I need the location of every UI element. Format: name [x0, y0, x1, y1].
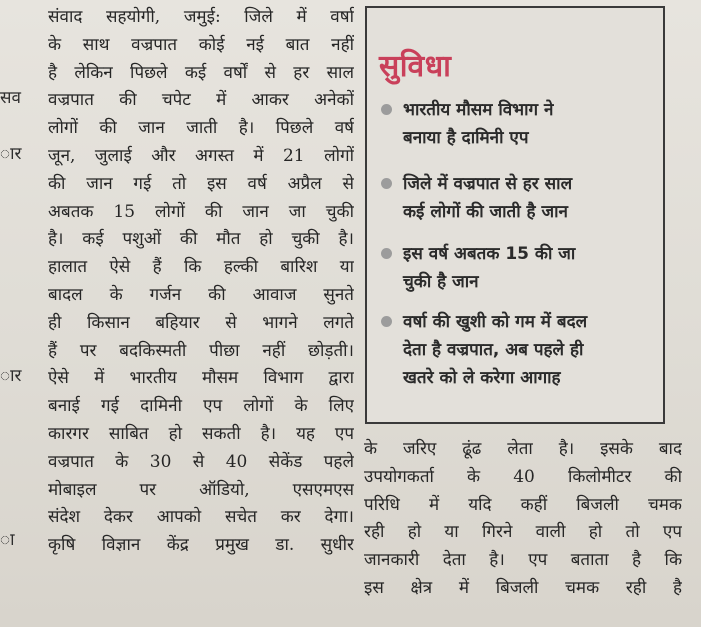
article-line: मोबाइल पर ऑडियो, एसएमएस [48, 479, 354, 500]
article-line: इस क्षेत्र में बिजली चमक रही है [364, 577, 682, 598]
article-line: हालात ऐसे हैं कि हल्की बारिश या [48, 257, 354, 278]
article-line: अबतक 15 लोगों की जान जा चुकी [48, 201, 354, 222]
article-line: ही किसान बहियार से भागने लगते [48, 312, 354, 333]
highlight-item-line: वर्षा की खुशी को गम में बदल [403, 312, 588, 332]
article-line: वज्रपात के 30 से 40 सेकेंड पहले [48, 451, 354, 472]
article-line: है लेकिन पिछले कई वर्षों से हर साल [48, 62, 354, 83]
highlight-item-line: बनाया है दामिनी एप [403, 128, 529, 148]
article-line: के जरिए ढूंढ लेता है। इसके बाद [364, 439, 682, 459]
highlight-box [365, 6, 665, 424]
article-line: परिधि में यदि कहीं बिजली चमक [364, 494, 682, 515]
left-column-fragment: सव [0, 88, 21, 108]
highlight-item [381, 240, 651, 296]
article-line: वज्रपात की चपेट में आकर अनेकों [48, 90, 354, 111]
bullet-icon [381, 248, 392, 259]
highlight-item [381, 170, 651, 226]
left-column-fragment: ा [0, 530, 15, 550]
article-line: संदेश देकर आपको सचेत कर देगा। [48, 507, 354, 528]
highlight-item [381, 308, 651, 392]
highlight-item [381, 96, 651, 152]
left-column-fragment: ार [0, 144, 22, 164]
highlight-item-line: खतरे को ले करेगा आगाह [403, 368, 561, 388]
article-line: की जान गई तो इस वर्ष अप्रैल से [48, 173, 354, 194]
highlight-item-line: चुकी है जान [403, 272, 479, 292]
article-line: है। कई पशुओं की मौत हो चुकी है। [48, 229, 354, 250]
highlight-box-title: सुविधा [379, 49, 452, 84]
bullet-icon [381, 104, 392, 115]
article-line: कारगर साबित हो सकती है। यह एप [48, 423, 354, 444]
article-line: हैं पर बदकिस्मती पीछा नहीं छोड़ती। [48, 340, 354, 361]
article-line: लोगों की जान जाती है। पिछले वर्ष [48, 118, 354, 139]
bullet-icon [381, 316, 392, 327]
article-line: बनाई गई दामिनी एप लोगों के लिए [48, 396, 354, 417]
highlight-item-line: जिले में वज्रपात से हर साल [403, 174, 573, 194]
article-right-column [364, 436, 682, 603]
article-line: रही हो या गिरने वाली हो तो एप [364, 522, 682, 543]
article-line: संवाद सहयोगी, जमुई: जिले में वर्षा [48, 7, 354, 27]
left-column-fragment: ार [0, 366, 22, 386]
article-line: कृषि विज्ञान केंद्र प्रमुख डा. सुधीर [48, 535, 354, 556]
article-line: जून, जुलाई और अगस्त में 21 लोगों [48, 145, 354, 166]
highlight-item-line: इस वर्ष अबतक 15 की जा [403, 244, 576, 264]
highlight-item-line: भारतीय मौसम विभाग ने [403, 100, 554, 120]
highlight-item-line: कई लोगों की जाती है जान [403, 202, 568, 222]
article-line: उपयोगकर्ता के 40 किलोमीटर की [364, 466, 682, 487]
bullet-icon [381, 178, 392, 189]
article-line: ऐसे में भारतीय मौसम विभाग द्वारा [48, 368, 354, 389]
article-line: बादल के गर्जन की आवाज सुनते [48, 284, 354, 305]
article-line: जानकारी देता है। एप बताता है कि [364, 550, 682, 571]
article-main-column [48, 4, 354, 560]
article-line: के साथ वज्रपात कोई नई बात नहीं [48, 34, 354, 55]
highlight-item-line: देता है वज्रपात, अब पहले ही [403, 340, 584, 360]
